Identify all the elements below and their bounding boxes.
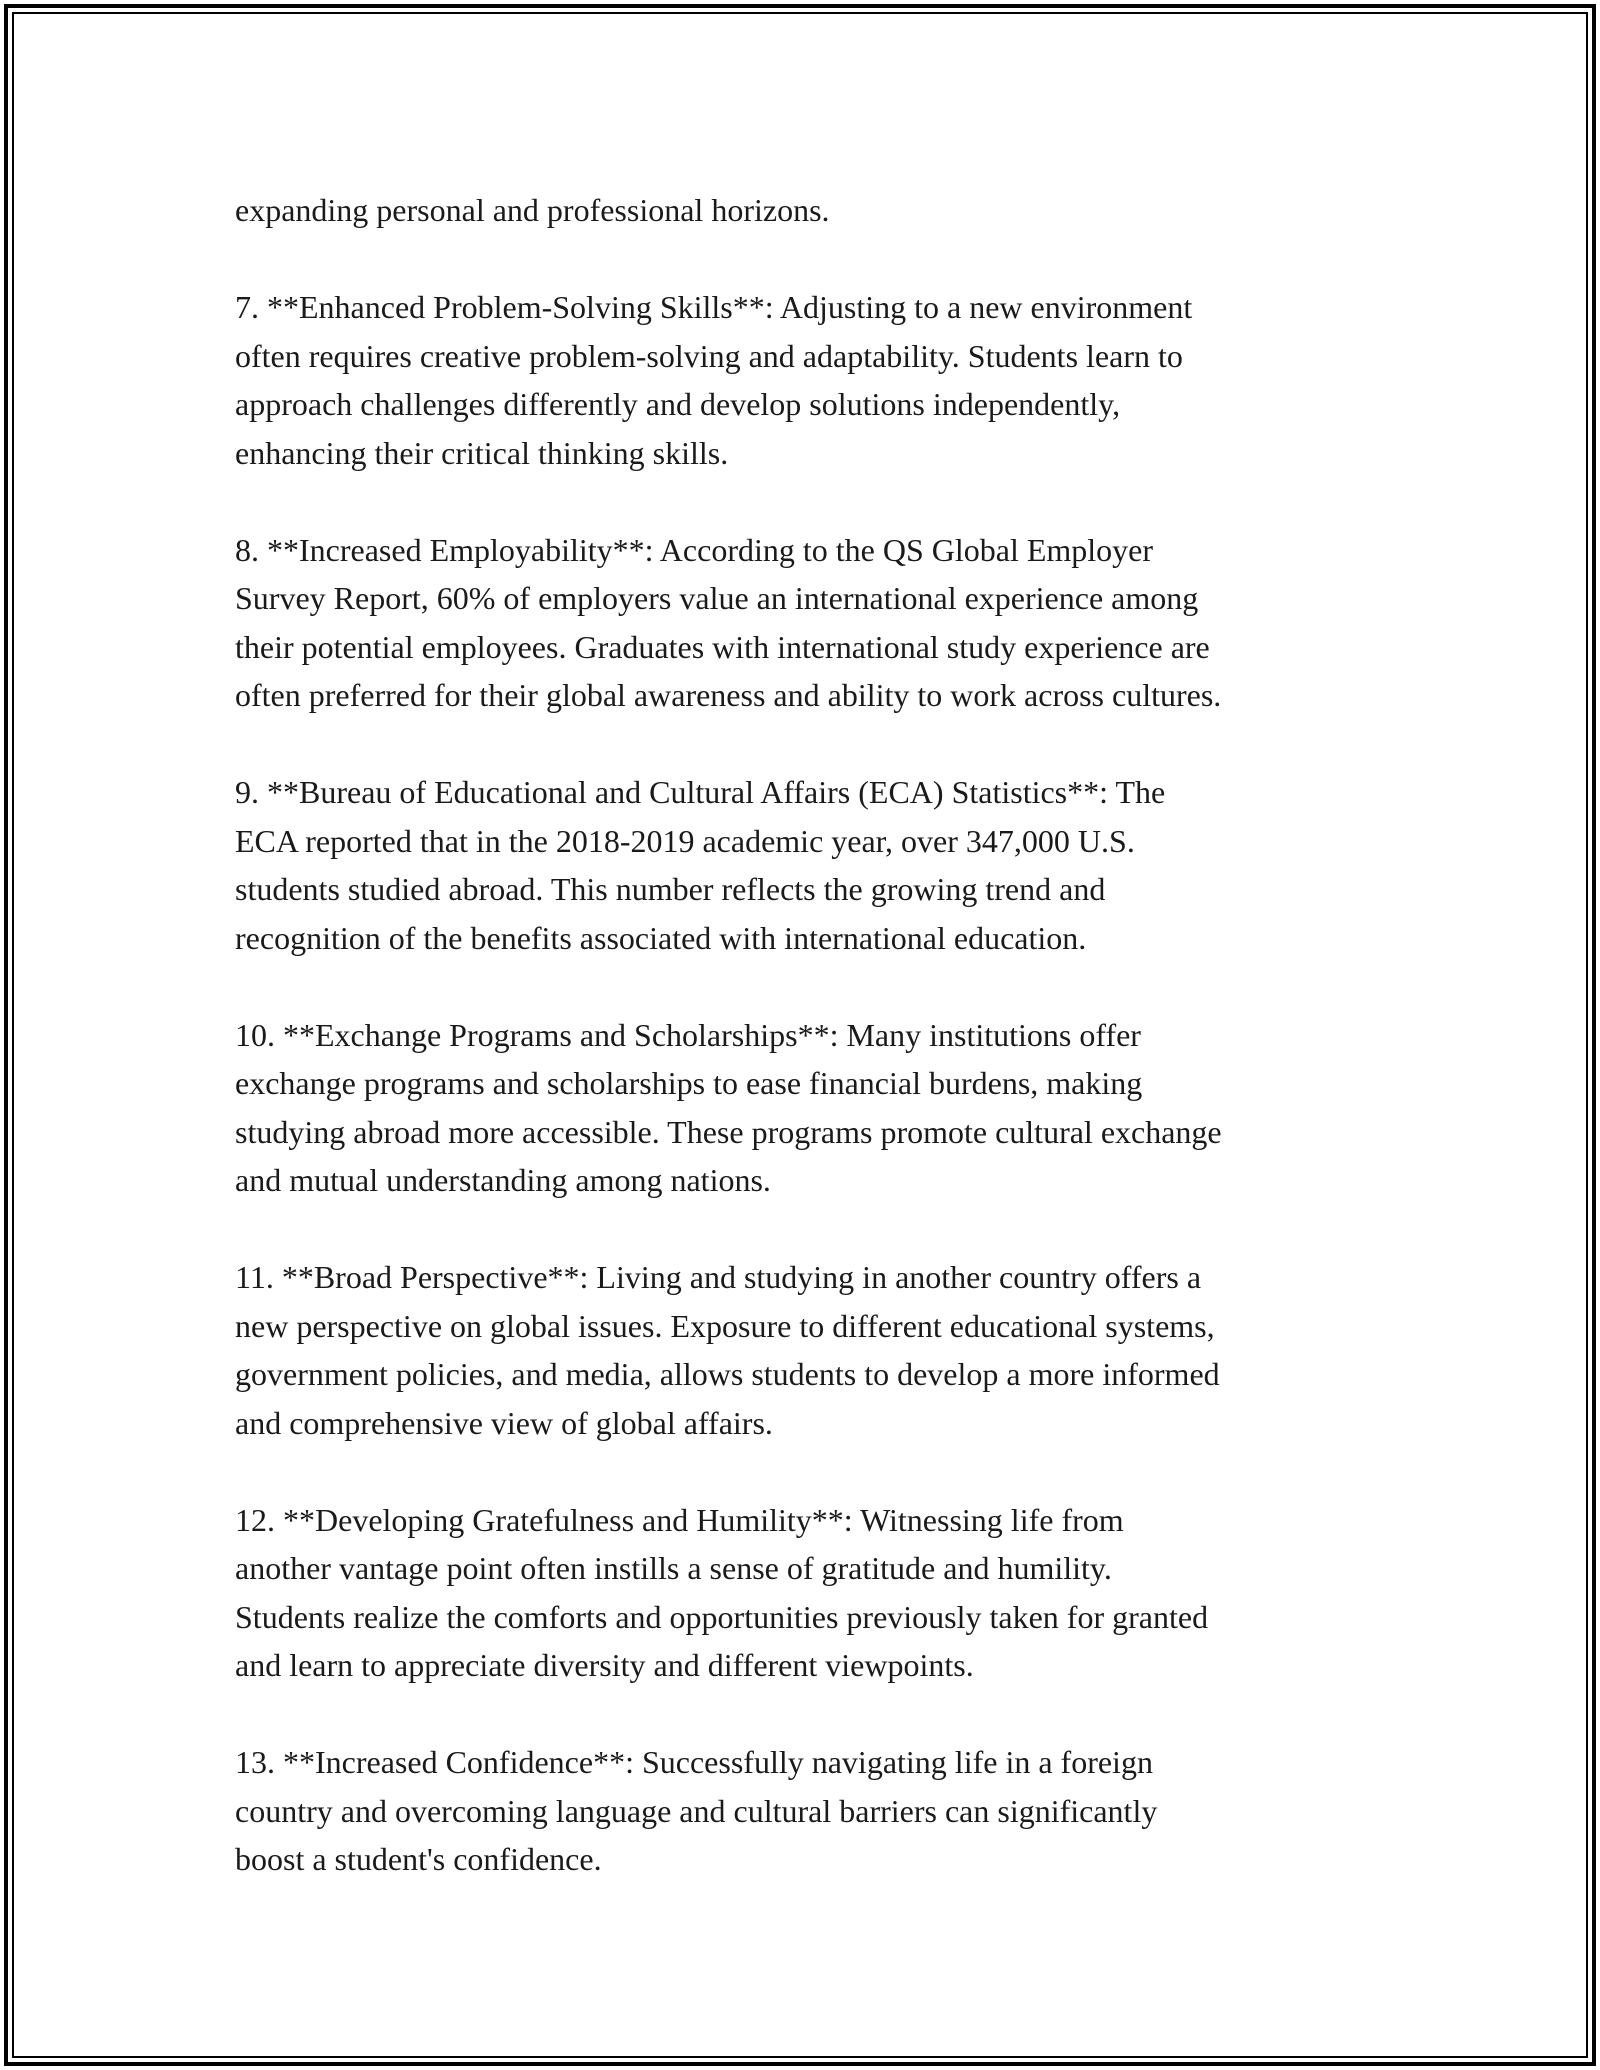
paragraph-item-8: 8. **Increased Employability**: According to the QS Global Employer Survey Report, 60% of employers value an international experience among their potential employees. Graduates with international study experience are often preferred for their global awareness and ability to work across cultures. bbox=[235, 531, 1222, 713]
document-body bbox=[235, 186, 1385, 1932]
paragraph-item-9: 9. **Bureau of Educational and Cultural Affairs (ECA) Statistics**: The ECA reported that in the 2018-2019 academic year, over 347,000 U.S. students studied abroad. This number reflects the growing trend and recognition of the benefits associated with international education. bbox=[235, 774, 1166, 956]
paragraph-item-13: 13. **Increased Confidence**: Successfully navigating life in a foreign country and overcoming language and cultural barriers can significantly boost a student's confidence. bbox=[235, 1744, 1158, 1877]
paragraph-item-10: 10. **Exchange Programs and Scholarships**: Many institutions offer exchange programs and scholarships to ease financial burdens, making studying abroad more accessible. These programs promote cultural exchange and mutual understanding among nations. bbox=[235, 1016, 1222, 1198]
paragraph-item-12: 12. **Developing Gratefulness and Humility**: Witnessing life from another vantage point often instills a sense of gratitude and humility. Students realize the comforts and opportunities previously taken for granted and learn to appreciate diversity and different viewpoints. bbox=[235, 1501, 1209, 1683]
paragraph-continuation: expanding personal and professional horizons. bbox=[235, 192, 830, 228]
paragraph-item-11: 11. **Broad Perspective**: Living and studying in another country offers a new perspective on global issues. Exposure to different educational systems, government policies, and media, allows students to develop a more informed and comprehensive view of global affairs. bbox=[235, 1259, 1220, 1441]
paragraph-item-7: 7. **Enhanced Problem-Solving Skills**: Adjusting to a new environment often requires creative problem-solving and adaptability. Students learn to approach challenges differently and develop solutions independently, enhancing their critical thinking skills. bbox=[235, 289, 1193, 471]
